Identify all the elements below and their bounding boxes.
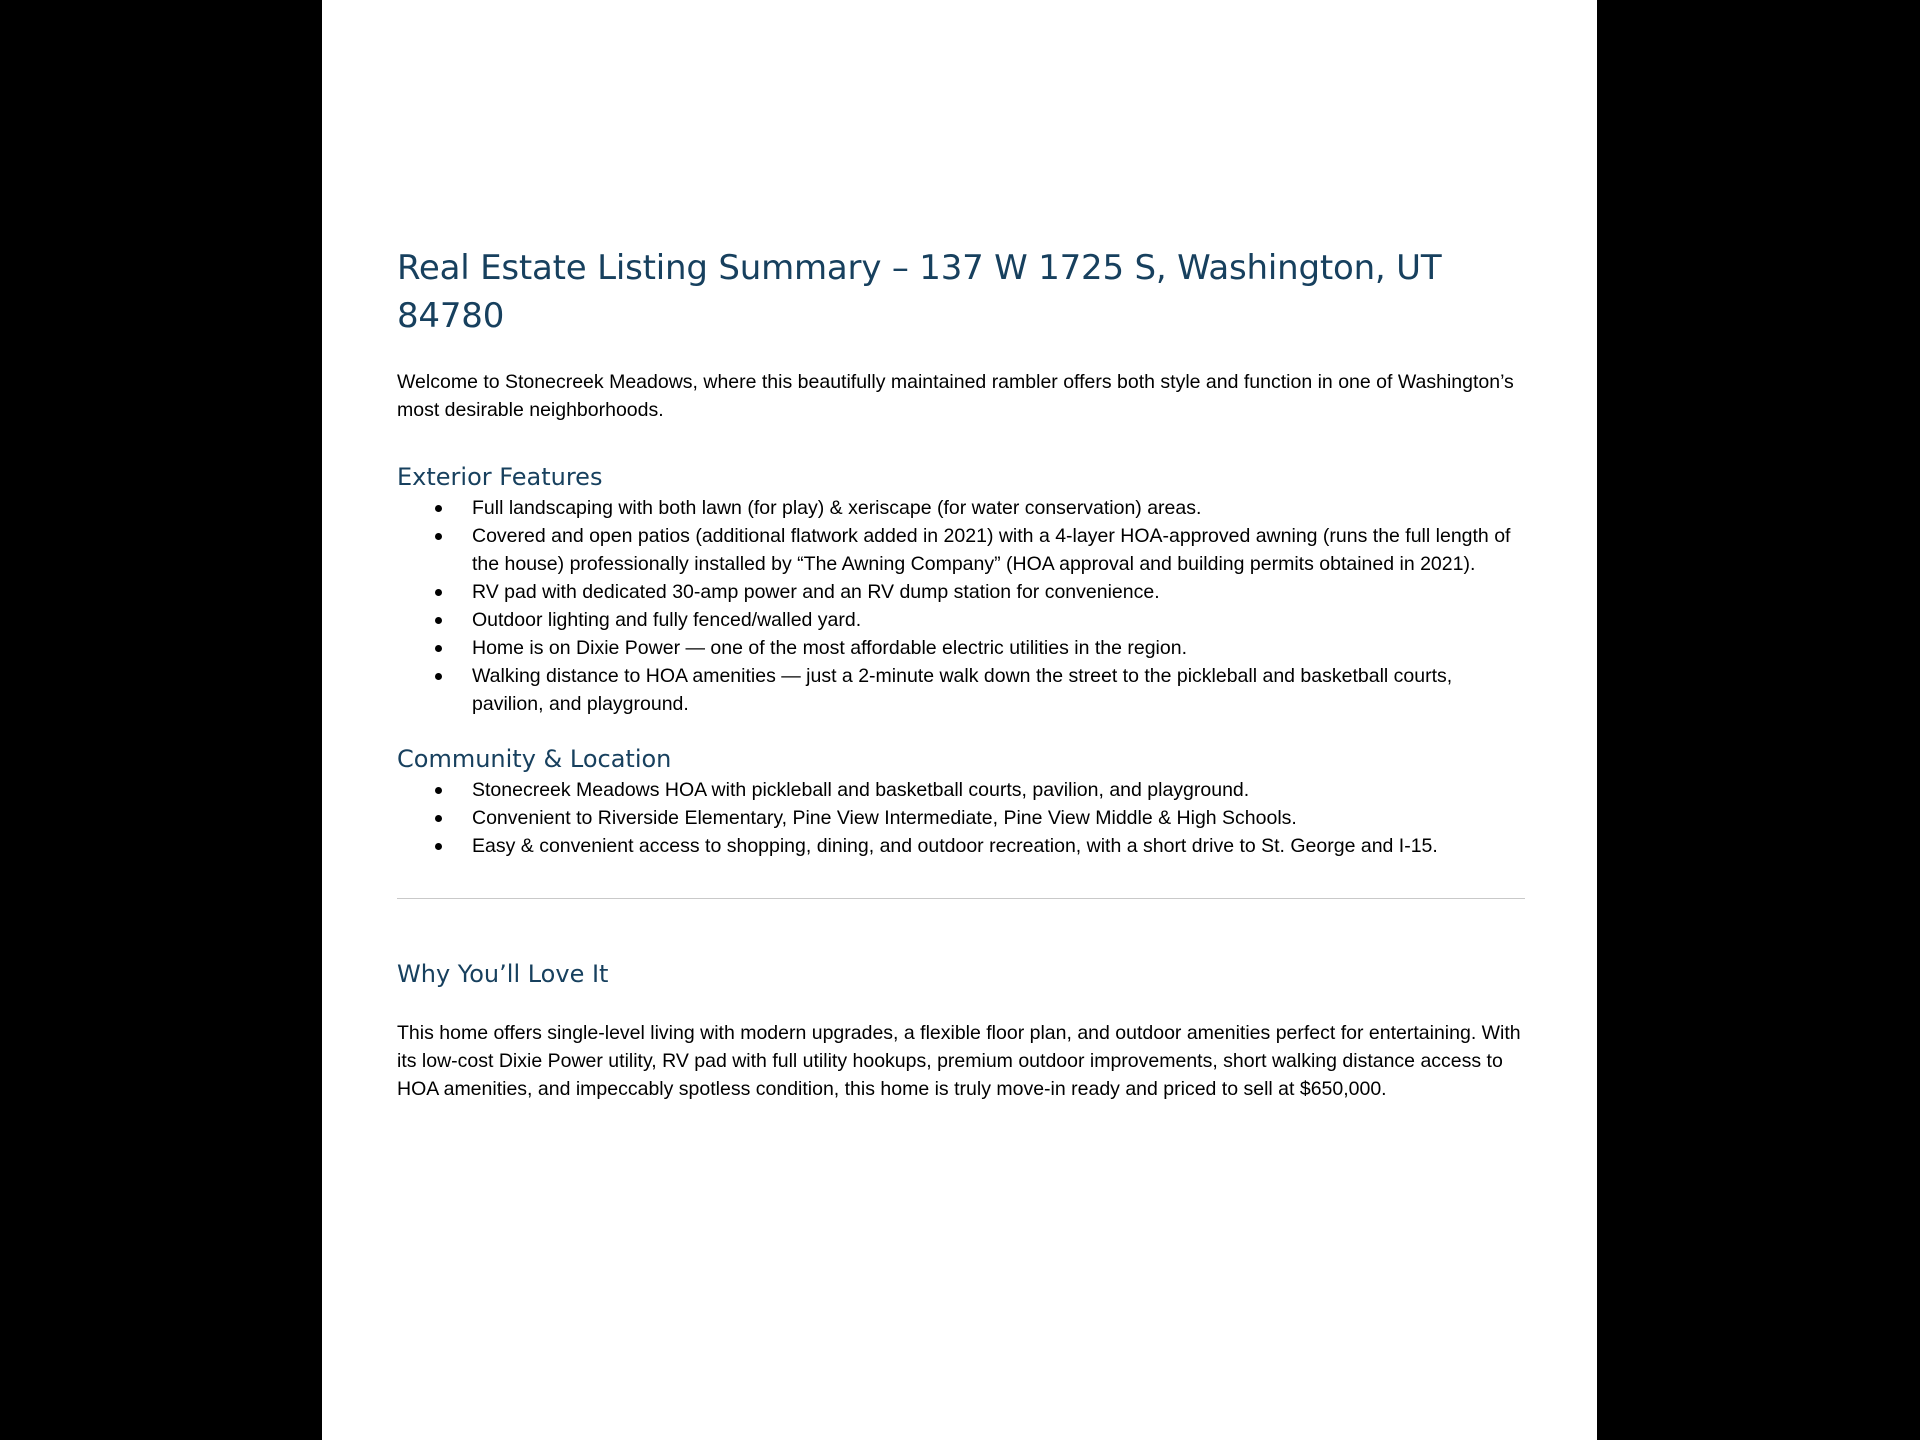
list-item bbox=[397, 522, 1525, 578]
bullet-icon bbox=[435, 815, 442, 822]
list-item-text: Convenient to Riverside Elementary, Pine View Intermediate, Pine View Middle & High Schools. bbox=[472, 807, 1297, 829]
bullet-icon bbox=[435, 645, 442, 652]
list-item bbox=[397, 832, 1525, 860]
exterior-features-heading: Exterior Features bbox=[397, 463, 603, 491]
list-item-text: Walking distance to HOA amenities — just a 2-minute walk down the street to the pickleball and basketball courts, pavilion, and playground. bbox=[472, 665, 1453, 715]
page-title: Real Estate Listing Summary – 137 W 1725 S, Washington, UT 84780 bbox=[397, 248, 1442, 336]
exterior-features-list bbox=[397, 494, 1525, 718]
bullet-icon bbox=[435, 843, 442, 850]
list-item-text: Easy & convenient access to shopping, dining, and outdoor recreation, with a short drive to St. George and I-15. bbox=[472, 835, 1438, 857]
list-item bbox=[397, 804, 1525, 832]
community-location-heading: Community & Location bbox=[397, 745, 672, 773]
list-item-text: Covered and open patios (additional flatwork added in 2021) with a 4-layer HOA-approved awning (runs the full length of the house) professionally installed by “The Awning Company” (HOA approval and building permits obtained in 2021). bbox=[472, 525, 1511, 575]
bullet-icon bbox=[435, 505, 442, 512]
why-love-it-heading: Why You’ll Love It bbox=[397, 960, 609, 988]
bullet-icon bbox=[435, 589, 442, 596]
bullet-icon bbox=[435, 533, 442, 540]
bullet-icon bbox=[435, 673, 442, 680]
document-page bbox=[322, 0, 1597, 1440]
bullet-icon bbox=[435, 787, 442, 794]
list-item bbox=[397, 606, 1525, 634]
list-item-text: Stonecreek Meadows HOA with pickleball and basketball courts, pavilion, and playground. bbox=[472, 779, 1250, 801]
bullet-icon bbox=[435, 617, 442, 624]
intro-paragraph: Welcome to Stonecreek Meadows, where this beautifully maintained rambler offers both style and function in one of Washington’s most desirable neighborhoods. bbox=[397, 371, 1514, 421]
page-content bbox=[397, 244, 1525, 1103]
list-item-text: Outdoor lighting and fully fenced/walled yard. bbox=[472, 609, 862, 631]
list-item-text: Home is on Dixie Power — one of the most affordable electric utilities in the region. bbox=[472, 637, 1187, 659]
list-item bbox=[397, 494, 1525, 522]
section-divider bbox=[397, 898, 1525, 899]
list-item bbox=[397, 634, 1525, 662]
why-love-it-paragraph: This home offers single-level living with modern upgrades, a flexible floor plan, and outdoor amenities perfect for entertaining. With its low-cost Dixie Power utility, RV pad with full utility hookups, premium outdoor improvements, short walking distance access to HOA amenities, and impeccably spotless condition, this home is truly move-in ready and priced to sell at $650,000. bbox=[397, 1022, 1521, 1100]
list-item-text: Full landscaping with both lawn (for play) & xeriscape (for water conservation) areas. bbox=[472, 497, 1202, 519]
list-item-text: RV pad with dedicated 30-amp power and an RV dump station for convenience. bbox=[472, 581, 1160, 603]
community-location-list bbox=[397, 776, 1525, 860]
list-item bbox=[397, 776, 1525, 804]
list-item bbox=[397, 662, 1525, 718]
list-item bbox=[397, 578, 1525, 606]
